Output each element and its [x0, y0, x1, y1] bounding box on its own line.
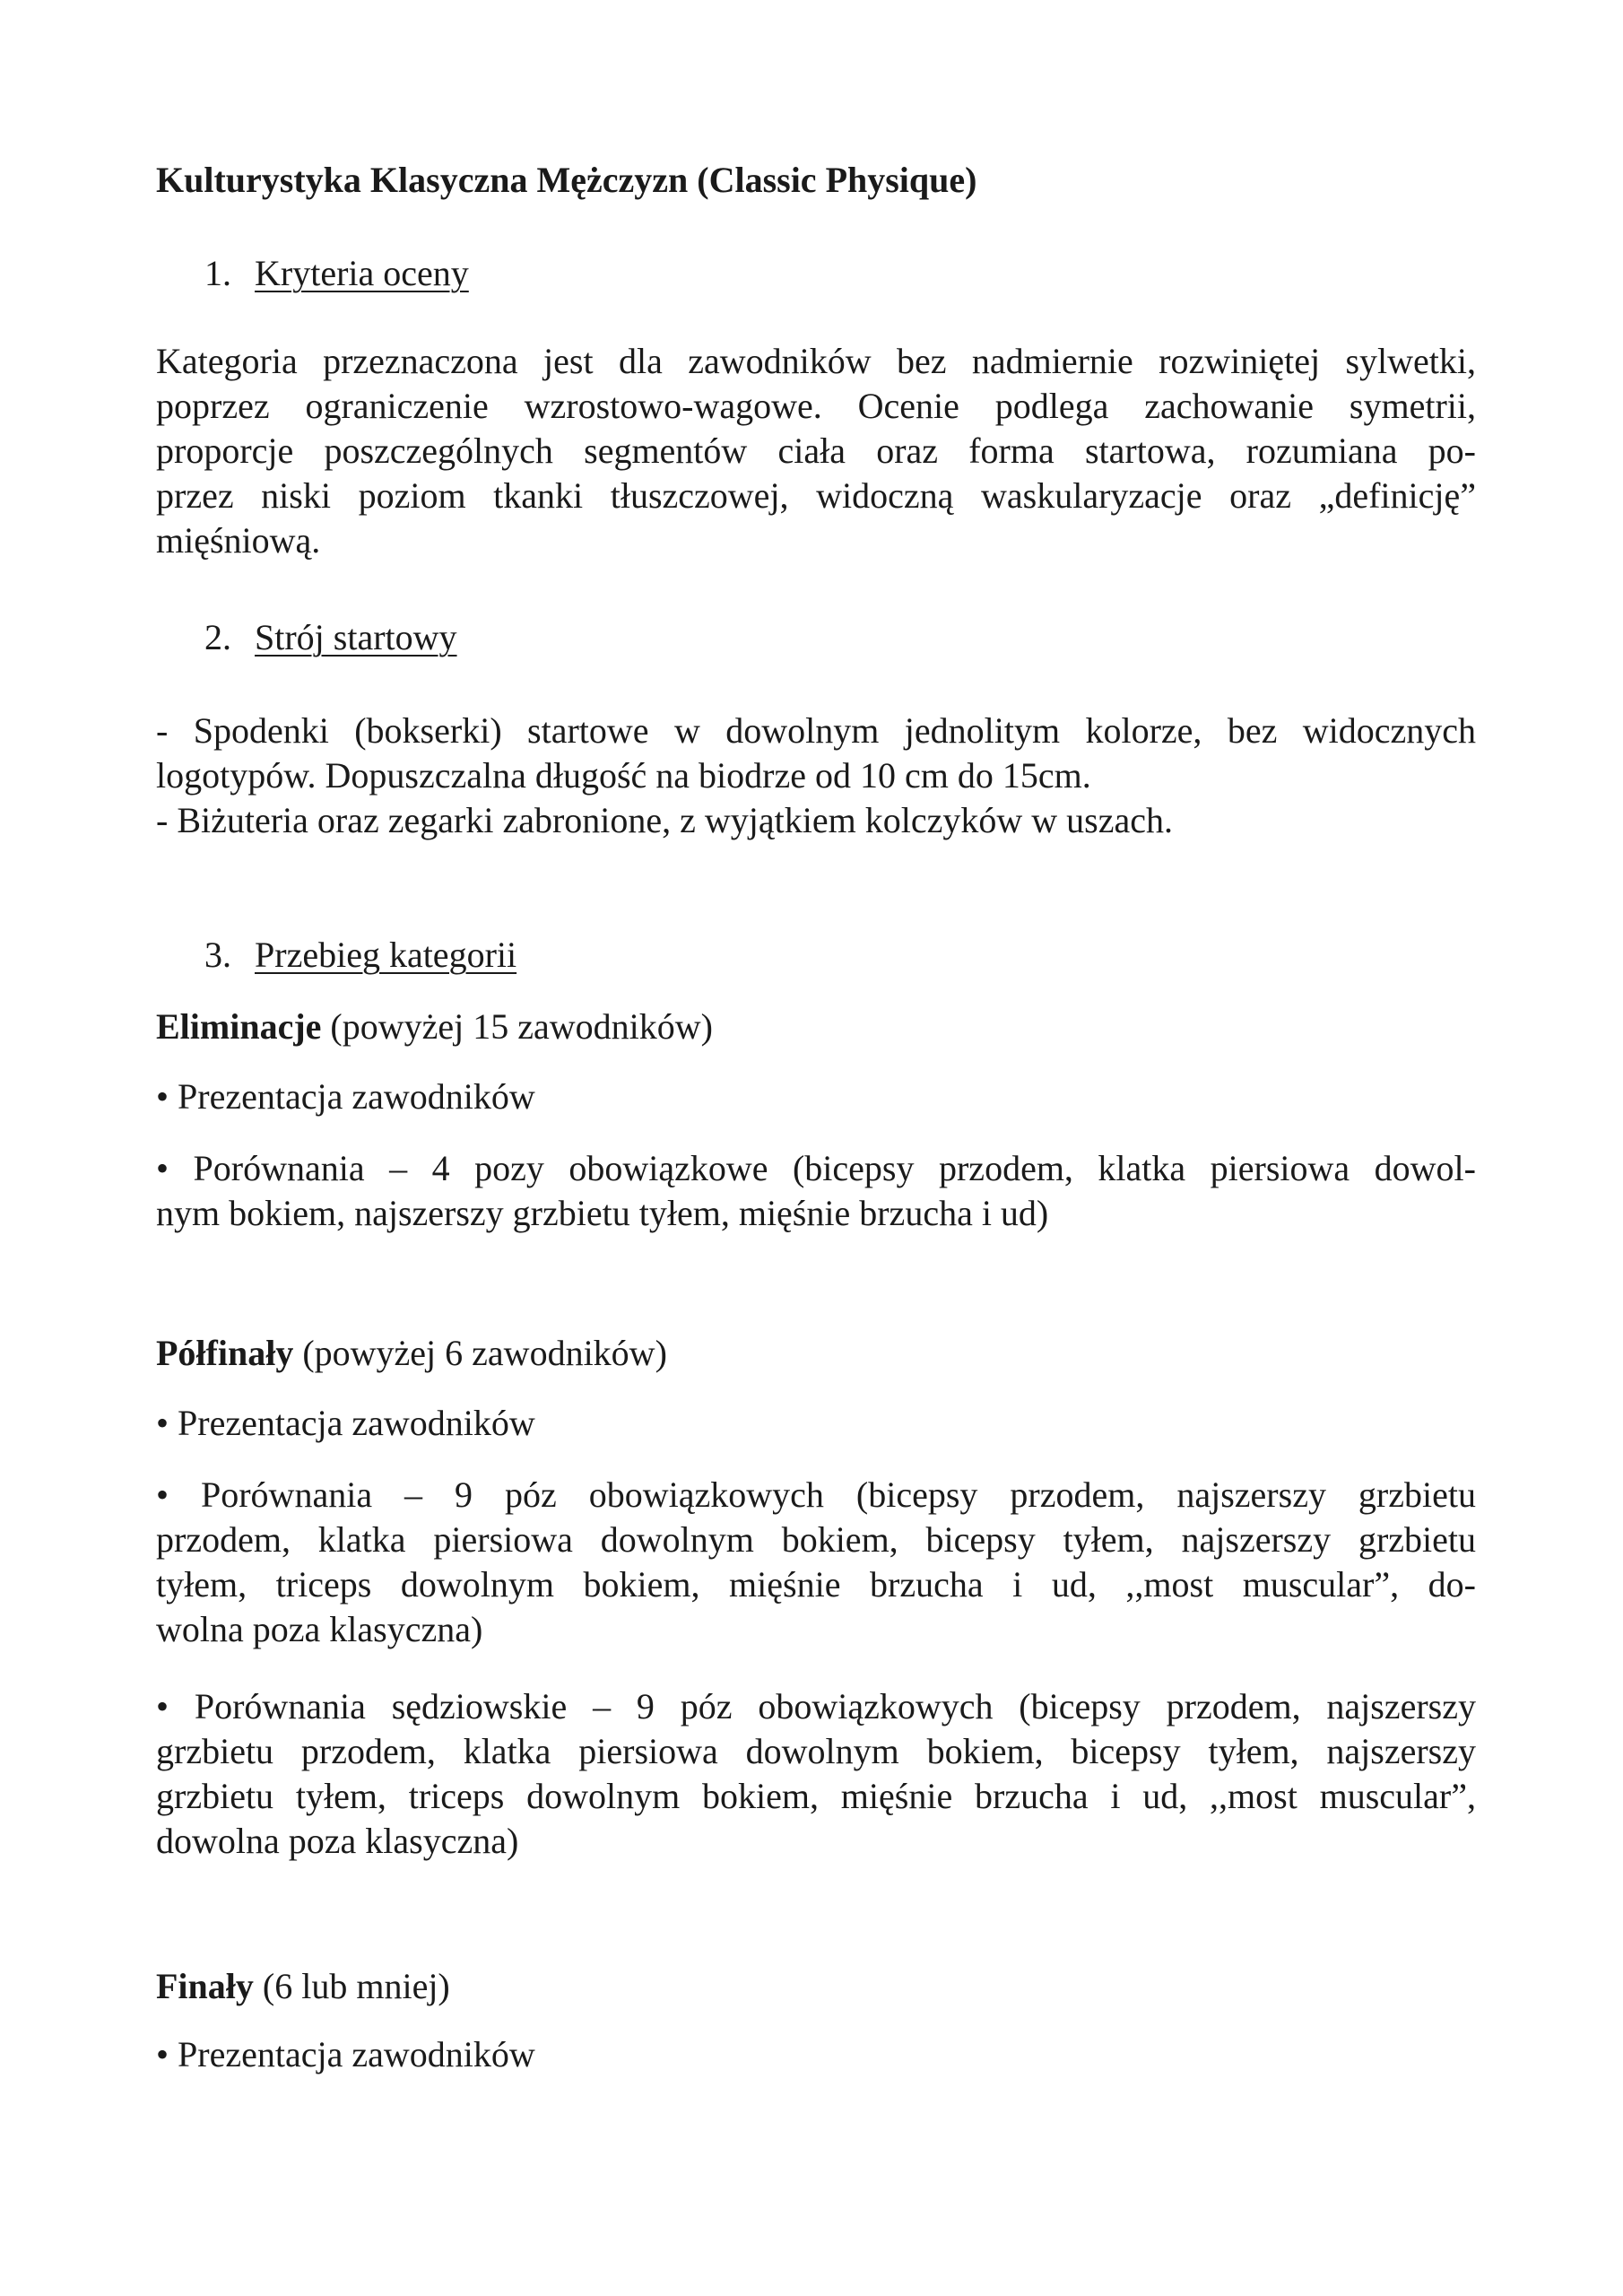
section-3-number: 3. — [204, 935, 231, 975]
bullet-line: dowolna poza klasyczna) — [156, 1821, 519, 1861]
eliminations-bullet-comparisons — [156, 1146, 1476, 1236]
paragraph-line: poprzez ograniczenie wzrostowo-wagowe. Ocenie podlega zachowanie symetrii, — [156, 386, 1476, 426]
section-2-heading — [204, 615, 457, 660]
eliminations-note: (powyżej 15 zawodników) — [321, 1006, 713, 1047]
attire-line: - Spodenki (bokserki) startowe w dowolnym jednolitym kolorze, bez widocznych — [156, 710, 1476, 751]
paragraph-line: Kategoria przeznaczona jest dla zawodników bez nadmiernie rozwiniętej sylwetki, — [156, 341, 1476, 381]
finals-label: Finały — [156, 1966, 254, 2006]
section-1-number: 1. — [204, 253, 231, 293]
semifinals-bullet-comparisons — [156, 1473, 1476, 1652]
semifinals-label: Półfinały — [156, 1333, 294, 1373]
finals-heading — [156, 1964, 1476, 2009]
bullet-line: • Porównania – 9 póz obowiązkowych (bicepsy przodem, najszerszy grzbietu — [156, 1474, 1476, 1515]
bullet-line: wolna poza klasyczna) — [156, 1609, 483, 1649]
section-3-title: Przebieg kategorii — [255, 935, 517, 975]
paragraph-line: proporcje poszczególnych segmentów ciała oraz forma startowa, rozumiana po- — [156, 430, 1476, 471]
jewelry-rule: - Biżuteria oraz zegarki zabronione, z wyjątkiem kolczyków w uszach. — [156, 800, 1173, 840]
section-2-title: Strój startowy — [255, 617, 457, 657]
bullet-line: przodem, klatka piersiowa dowolnym bokiem, bicepsy tyłem, najszerszy grzbietu — [156, 1519, 1476, 1560]
section-2-content — [156, 709, 1476, 843]
semifinals-note: (powyżej 6 zawodników) — [293, 1333, 667, 1373]
section-2-number: 2. — [204, 617, 231, 657]
section-1-paragraph — [156, 339, 1476, 563]
bullet-line: grzbietu tyłem, triceps dowolnym bokiem, mięśnie brzucha i ud, ,,most muscular”, — [156, 1776, 1476, 1816]
bullet-line: • Porównania – 4 pozy obowiązkowe (bicepsy przodem, klatka piersiowa dowol- — [156, 1148, 1476, 1188]
section-1-title: Kryteria oceny — [255, 253, 469, 293]
eliminations-label: Eliminacje — [156, 1006, 322, 1047]
finals-bullet-presentation: • Prezentacja zawodników — [156, 2034, 535, 2074]
semifinals-bullet-judges-comparisons — [156, 1684, 1476, 1864]
section-3-heading — [204, 933, 516, 978]
bullet-line: nym bokiem, najszerszy grzbietu tyłem, mięśnie brzucha i ud) — [156, 1193, 1049, 1233]
attire-line: logotypów. Dopuszczalna długość na biodrze od 10 cm do 15cm. — [156, 755, 1091, 796]
semifinals-bullet-presentation: • Prezentacja zawodników — [156, 1403, 535, 1443]
bullet-line: tyłem, triceps dowolnym bokiem, mięśnie brzucha i ud, ,,most muscular”, do- — [156, 1564, 1476, 1605]
bullet-line: grzbietu przodem, klatka piersiowa dowolnym bokiem, bicepsy tyłem, najszerszy — [156, 1731, 1476, 1771]
finals-note: (6 lub mniej) — [253, 1966, 450, 2006]
paragraph-line: mięśniową. — [156, 520, 321, 561]
semifinals-heading — [156, 1331, 1476, 1376]
eliminations-heading — [156, 1004, 1476, 1049]
bullet-line: • Porównania sędziowskie – 9 póz obowiązkowych (bicepsy przodem, najszerszy — [156, 1686, 1476, 1726]
paragraph-line: przez niski poziom tkanki tłuszczowej, widoczną waskularyzacje oraz „definicję” — [156, 475, 1476, 516]
eliminations-bullet-presentation: • Prezentacja zawodników — [156, 1076, 535, 1117]
section-1-heading — [204, 251, 469, 296]
document-title: Kulturystyka Klasyczna Mężczyzn (Classic Physique) — [156, 160, 977, 200]
